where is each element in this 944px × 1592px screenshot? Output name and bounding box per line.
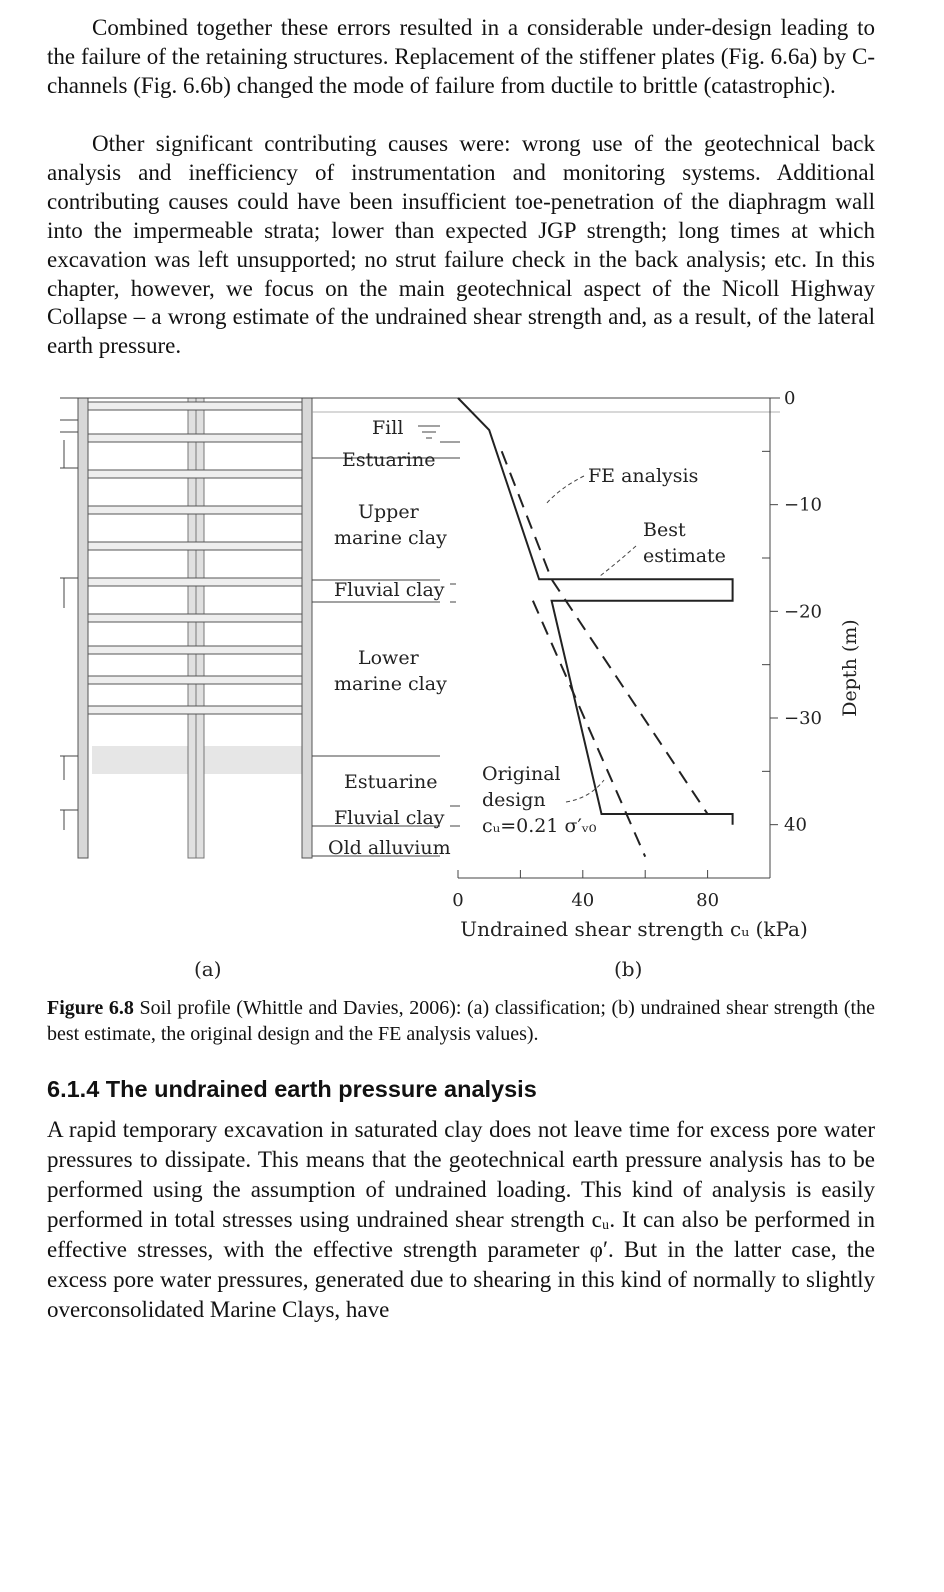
caption-text: Soil profile (Whittle and Davies, 2006): (a) classification; (b) undrained shear strength (the best estimate, the original design and the FE analysis values). xyxy=(47,997,875,1045)
y-tick-label: 40 xyxy=(784,814,807,836)
x-tick-label: 80 xyxy=(696,890,720,911)
layer-estuarine-top: Estuarine xyxy=(342,449,436,471)
y-tick-label: 0 xyxy=(784,388,796,409)
paragraph-2: Other significant contributing causes were: wrong use of the geotechnical back analysis and inefficiency of instrumentation and monitoring systems. Additional contributing causes could have been insufficient toe-penetration of the diaphragm wall into the impermeable strata; lower than expected JGP strength; long times at which excavation was left unsupported; no strut failure check in the back analysis; etc. In this chapter, however, we focus on the main geotechnical aspect of the Nicoll Highway Collapse – a wrong estimate of the undrained shear strength and, as a result, of the lateral earth pressure. xyxy=(47,131,875,359)
figure-6-8 xyxy=(0,370,944,987)
king-post-right xyxy=(196,398,204,858)
label-best-2: estimate xyxy=(643,545,726,567)
soil-profile-figure xyxy=(0,370,944,982)
label-original-1: Original xyxy=(482,763,561,785)
layer-fluvial-top: Fluvial clay xyxy=(334,579,445,601)
series-best-estimate xyxy=(458,398,733,825)
label-fe-analysis: FE analysis xyxy=(588,465,699,487)
paragraph-1: Combined together these errors resulted in a considerable under-design leading to the failure of the retaining structures. Replacement of the stiffener plates (Fig. 6.6a) by C-channels (Fig. 6.6b) changed the mode of failure from ductile to brittle (catastrophic). xyxy=(47,15,875,98)
paragraph-3: A rapid temporary excavation in saturated clay does not leave time for excess pore water pressures to dissipate. This means that the geotechnical earth pressure analysis has to be performed using the assumption of undrained loading. This kind of analysis is easily performed in total stresses using undrained shear strength cᵤ. It can also be performed in effective stresses, with the effective strength parameter φ′. But in the latter case, the excess pore water pressures, generated due to shearing in this kind of normally to slightly overconsolidated Marine Clays, have xyxy=(47,1117,875,1322)
x-tick-label: 40 xyxy=(571,890,595,911)
label-original-formula: cᵤ=0.21 σ′ᵥ₀ xyxy=(482,815,597,837)
subfigure-b-label: (b) xyxy=(614,957,643,981)
king-post-left xyxy=(188,398,196,858)
layer-lower-2: marine clay xyxy=(334,673,447,695)
x-axis-label: Undrained shear strength cᵤ (kPa) xyxy=(460,917,808,941)
y-tick-label: −10 xyxy=(784,494,822,516)
y-tick-label: −30 xyxy=(784,708,822,729)
label-original-2: design xyxy=(482,789,546,811)
layer-lower-1: Lower xyxy=(358,647,419,669)
y-axis-label: Depth (m) xyxy=(839,619,861,717)
layer-fluvial-bottom: Fluvial clay xyxy=(334,807,445,829)
wall-right xyxy=(302,398,312,858)
wall-left xyxy=(78,398,88,858)
label-best-1: Best xyxy=(643,519,686,541)
caption-label: Figure 6.8 xyxy=(47,997,134,1019)
section-heading: 6.1.4 The undrained earth pressure analysis xyxy=(47,1076,537,1102)
layer-upper-2: marine clay xyxy=(334,527,447,549)
layer-old-alluvium: Old alluvium xyxy=(328,837,451,859)
figure-caption xyxy=(47,995,875,1047)
subfigure-a-label: (a) xyxy=(194,957,222,981)
layer-fill: Fill xyxy=(372,417,404,439)
x-tick-label: 0 xyxy=(452,890,464,911)
layer-estuarine-bottom: Estuarine xyxy=(344,771,438,793)
series-fe-analysis xyxy=(502,451,708,814)
layer-upper-1: Upper xyxy=(358,501,419,523)
y-tick-label: −20 xyxy=(784,601,822,623)
left-markers xyxy=(60,420,78,830)
